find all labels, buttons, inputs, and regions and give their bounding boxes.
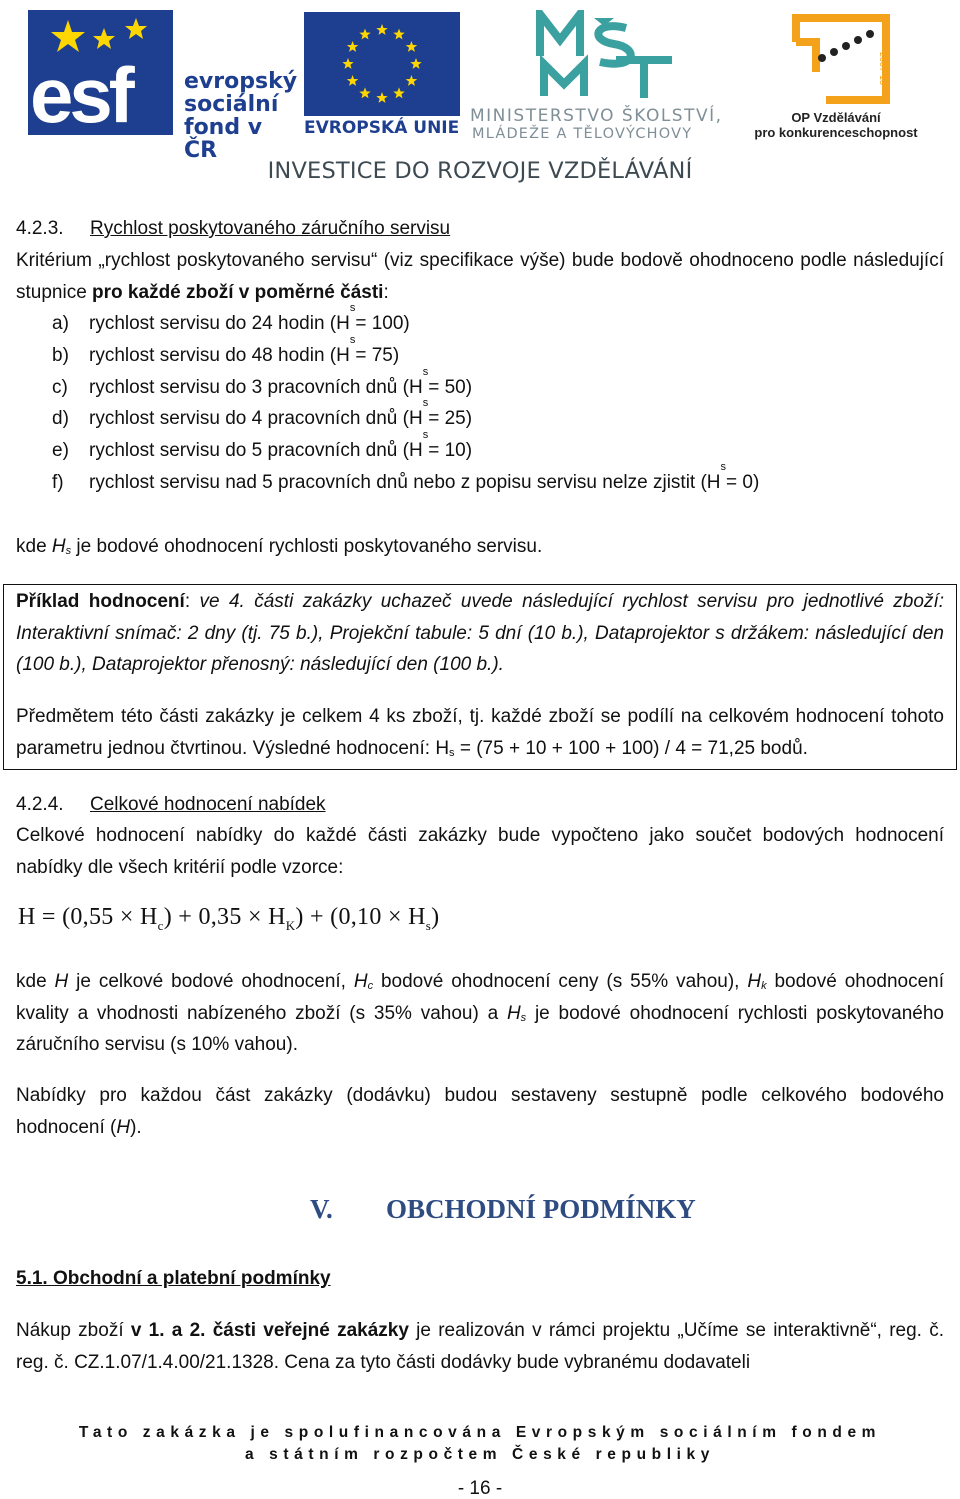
formula-sub: c xyxy=(157,918,164,933)
list-item-label: f) xyxy=(52,471,64,493)
total-intro: Celkové hodnocení nabídky do každé části zakázky bude vypočteno jako součet bodových hodnocení nabídky dle všech kritérií podle vzorce: xyxy=(16,825,944,878)
list-item-text: rychlost servisu do 5 pracovních dnů (H xyxy=(89,440,423,462)
formula-part: ) xyxy=(431,904,440,930)
list-item-tail: = 75) xyxy=(355,344,400,366)
example-label: Příklad hodnocení xyxy=(16,591,185,612)
example-result-a: Předmětem této části zakázky je celkem 4 ks zboží, tj. každé zboží se podílí na celkovém hodnocení tohoto parametru jednou čtvrtinou. Výsledné hodnocení: H xyxy=(16,706,944,759)
eu-star-icon xyxy=(359,29,370,40)
msmt-logo xyxy=(470,10,740,140)
example-italic-text: ve 4. části zakázky uchazeč uvede následující rychlost servisu pro jednotlivé zboží: Interaktivní snímač: 2 dny (tj. 75 b.), Projekční tabule: 5 dní (10 b.), Dataprojektor s držákem: následující den (100 b.), Dataprojektor přenosný: následující den (100 b.). xyxy=(16,591,944,675)
msmt-caption-line2: MLÁDEŽE A TĚLOVÝCHOVY xyxy=(472,126,693,142)
op-caption-line1: OP Vzdělávání xyxy=(791,110,881,125)
footer-funding-line1: Tato zakázka je spolufinancována Evropským sociálním fondem xyxy=(78,1424,882,1441)
op-logo xyxy=(746,12,936,142)
investice-slogan: INVESTICE DO ROZVOJE VZDĚLÁVÁNÍ xyxy=(267,158,693,184)
def-text: je celkové bodové ohodnocení, xyxy=(68,971,354,992)
def-variable-sub: k xyxy=(761,980,767,992)
hs-definition xyxy=(16,531,944,563)
logo-banner xyxy=(0,0,960,195)
criterion-intro-end: : xyxy=(383,281,389,303)
list-item-text: rychlost servisu do 48 hodin (H xyxy=(89,344,350,366)
purchase-text-c: je realizován v rámci projektu „Učíme se interaktivně“, reg. č. reg. č. CZ.1.07/1.4.00/21.1328. Cena za tyto části dodávky bude vybranému dodavateli xyxy=(16,1320,944,1373)
eu-star-icon xyxy=(376,92,387,103)
list-item-sub: s xyxy=(422,365,429,378)
hs-definition-b: je bodové ohodnocení rychlosti poskytovaného servisu. xyxy=(71,536,543,557)
esf-logo xyxy=(28,10,298,163)
list-item-label: c) xyxy=(52,376,68,398)
list-item-tail: = 0) xyxy=(726,471,760,493)
eu-logo xyxy=(304,12,460,138)
esf-caption-line2: sociální xyxy=(184,92,279,117)
formula-part: ) + 0,35 × H xyxy=(163,904,286,930)
section-title: Rychlost poskytovaného záručního servisu xyxy=(90,218,451,239)
op-caption xyxy=(746,110,926,140)
criterion-intro-text: Kritérium „rychlost poskytovaného servisu“ (viz specifikace výše) bude bodově ohodnoceno podle následující stupnice xyxy=(16,250,944,303)
purchase-text-bold: v 1. a 2. části veřejné zakázky xyxy=(130,1320,409,1341)
criterion-intro-bold: pro každé zboží v poměrné části xyxy=(92,281,384,303)
def-variable: H xyxy=(747,971,762,992)
list-item-text: rychlost servisu do 4 pracovních dnů (H xyxy=(89,408,423,430)
formula-part: H = (0,55 × H xyxy=(18,904,158,930)
example-colon: : xyxy=(184,591,200,612)
hs-variable: H xyxy=(51,536,66,557)
def-text: kde xyxy=(16,971,55,992)
eu-star-icon xyxy=(393,87,404,98)
list-item-text: rychlost servisu do 24 hodin (H xyxy=(89,313,350,334)
esf-caption xyxy=(184,70,298,162)
list-item xyxy=(52,397,759,435)
eu-flag-icon xyxy=(304,12,460,116)
list-item-label: a) xyxy=(52,313,69,334)
esf-caption-line3: fond v ČR xyxy=(184,115,263,163)
list-item xyxy=(52,333,759,372)
list-item-tail: = 100) xyxy=(355,313,410,334)
purchase-paragraph xyxy=(16,1315,944,1378)
purchase-text-a: Nákup zboží xyxy=(16,1320,131,1341)
section-number: 4.2.3. xyxy=(16,218,64,239)
msmt-mark-icon xyxy=(536,10,676,100)
hs-variable-sub: s xyxy=(65,545,72,557)
section-4-2-3-heading xyxy=(16,213,944,245)
list-item-sub: s xyxy=(349,333,356,346)
list-item-label: e) xyxy=(52,440,69,462)
op-years: 2007-13 xyxy=(878,52,888,86)
formula-sub: s xyxy=(425,918,432,933)
eu-caption: EVROPSKÁ UNIE xyxy=(304,118,460,138)
list-item-tail: = 25) xyxy=(428,408,473,430)
eu-star-icon xyxy=(347,75,359,86)
list-item-sub: s xyxy=(720,460,727,473)
subsection-5-1-heading: 5.1. Obchodní a platební podmínky xyxy=(16,1268,331,1289)
section-title: Celkové hodnocení nabídek xyxy=(90,794,326,815)
section-number: 4.2.4. xyxy=(16,794,64,815)
def-variable-sub: c xyxy=(367,980,374,992)
eu-star-icon xyxy=(359,87,370,98)
footer-funding-line2: a státním rozpočtem České republiky xyxy=(245,1446,715,1463)
list-item xyxy=(52,365,759,404)
chapter-title: OBCHODNÍ PODMÍNKY xyxy=(386,1194,696,1224)
list-item-tail: = 10) xyxy=(428,440,473,462)
speed-scale-list xyxy=(52,302,760,499)
ordering-paragraph xyxy=(16,1080,944,1143)
criterion-intro xyxy=(16,245,944,308)
list-item-tail: = 50) xyxy=(428,376,473,398)
eu-star-icon xyxy=(342,58,353,69)
def-variable: H xyxy=(353,971,368,992)
ordering-text-b: ). xyxy=(130,1116,142,1138)
hs-definition-a: kde xyxy=(16,536,52,557)
eu-star-icon xyxy=(393,29,404,40)
formula-definition xyxy=(16,966,944,1061)
eu-star-icon xyxy=(406,75,418,86)
list-item xyxy=(52,429,759,467)
op-mark-icon xyxy=(786,12,896,108)
list-item-label: b) xyxy=(52,344,69,366)
section-4-2-4-heading xyxy=(16,789,944,821)
ordering-variable: H xyxy=(116,1116,131,1138)
eu-star-icon xyxy=(376,24,387,35)
esf-caption-line1: evropský xyxy=(184,69,298,94)
list-item xyxy=(52,302,759,340)
list-item-label: d) xyxy=(52,408,69,430)
def-text: bodové ohodnocení kvality a vhodnosti nabízeného zboží (s 35% vahou) a xyxy=(16,971,945,1024)
eu-star-icon xyxy=(347,41,359,52)
chapter-number: V. xyxy=(310,1194,333,1224)
def-variable-sub: s xyxy=(520,1011,527,1024)
list-item-sub: s xyxy=(349,302,356,314)
example-result-sub: s xyxy=(449,746,455,759)
formula-sub: K xyxy=(285,918,296,933)
msmt-caption-line1: MINISTERSTVO ŠKOLSTVÍ, xyxy=(470,106,723,126)
formula-part: ) + (0,10 × H xyxy=(295,904,426,930)
total-formula xyxy=(18,904,439,931)
page-number: - 16 - xyxy=(457,1478,503,1499)
list-item-sub: s xyxy=(422,429,429,442)
list-item-text: rychlost servisu nad 5 pracovních dnů nebo z popisu servisu nelze zjistit (H xyxy=(89,471,721,493)
eu-star-icon xyxy=(410,58,421,69)
ordering-text-a: Nabídky pro každou část zakázky (dodávku) budou sestaveny sestupně podle celkového bodového hodnocení ( xyxy=(16,1085,944,1138)
esf-wordmark: esf xyxy=(30,51,131,139)
op-caption-line2: pro konkurenceschopnost xyxy=(754,125,918,140)
example-paragraph xyxy=(16,586,944,681)
def-text: je bodové ohodnocení rychlosti poskytovaného záručního servisu (s 10% vahou). xyxy=(16,1002,944,1055)
example-result-paragraph xyxy=(16,701,944,764)
def-variable: H xyxy=(506,1002,521,1024)
def-text: bodové ohodnocení ceny (s 55% vahou), xyxy=(373,971,748,992)
esf-logo-box xyxy=(28,10,173,139)
eu-stars-icon xyxy=(304,12,460,116)
eu-star-icon xyxy=(406,41,418,52)
def-variable: H xyxy=(54,971,69,992)
list-item-sub: s xyxy=(422,397,429,410)
chapter-heading xyxy=(310,1194,696,1225)
list-item-text: rychlost servisu do 3 pracovních dnů (H xyxy=(89,376,423,398)
list-item xyxy=(52,460,760,499)
example-result-b: = (75 + 10 + 100 + 100) / 4 = 71,25 bodů. xyxy=(454,737,808,759)
